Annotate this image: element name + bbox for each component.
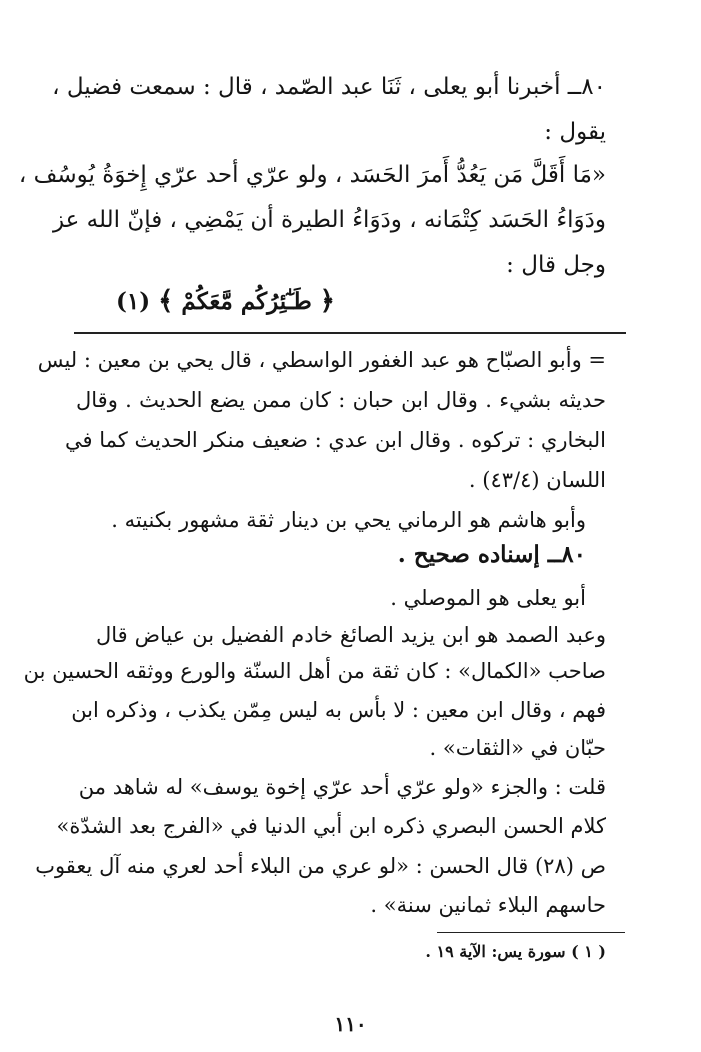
- footnote: ( ١ ) سورة يس: الآية ١٩ .: [425, 942, 606, 961]
- note-line-5: وأبو هاشم هو الرماني يحي بن دينار ثقة مشهور بكنيته .: [111, 508, 586, 532]
- footnote-divider: [437, 932, 625, 933]
- note-line-7: أبو يعلى هو الموصلي .: [390, 586, 586, 610]
- hadith-line-5: وجل قال :: [506, 252, 606, 278]
- note-line-12: قلت : والجزء «ولو عرّي أحد عرّي إخوة يوسف» له شاهد من: [78, 775, 606, 799]
- note-line-3: البخاري : تركوه . وقال ابن عدي : ضعيف منكر الحديث كما في: [65, 428, 606, 452]
- note-line-11: حبّان في «الثقات» .: [429, 736, 606, 760]
- note-line-2: حديثه بشيء . وقال ابن حبان : كان ممن يضع الحديث . وقال: [76, 388, 606, 412]
- note-line-13: كلام الحسن البصري ذكره ابن أبي الدنيا في «الفرج بعد الشدّة»: [56, 814, 606, 838]
- hadith-line-1: ٨٠ــ أخبرنا أبو يعلى ، ثَنَا عبد الصّمد ، قال : سمعت فضيل ،: [52, 74, 606, 100]
- note-line-4: اللسان (٤٣/٤) .: [468, 468, 606, 492]
- hadith-line-3: «مَا أَقَلَّ مَن يَعُدُّ أَمرَ الحَسَد ، ولو عرّي أحد عرّي إِخوَةُ يُوسُف ،: [18, 162, 606, 188]
- note-line-1: = وأبو الصبّاح هو عبد الغفور الواسطي ، قال يحي بن معين : ليس: [37, 348, 606, 372]
- page-number: ١١٠: [334, 1012, 367, 1036]
- footnote-reference: (١): [116, 288, 151, 315]
- quran-verse: [116, 286, 335, 316]
- note-line-15: حاسهم البلاء ثمانين سنة» .: [370, 893, 606, 917]
- main-divider: [74, 332, 626, 334]
- quran-verse-line: [76, 286, 606, 322]
- verse-text: طَـٰٓئِرُكُم مَّعَكُمْ: [181, 288, 312, 315]
- note-line-10: فهم ، وقال ابن معين : لا بأس به ليس مِمّن يكذب ، وذكره ابن: [71, 698, 606, 722]
- note-line-9: صاحب «الكمال» : كان ثقة من أهل السنّة والورع ووثقه الحسين بن: [23, 659, 606, 683]
- note-line-8: وعبد الصمد هو ابن يزيد الصائغ خادم الفضيل بن عياض قال: [96, 623, 606, 647]
- note-line-14: ص (٢٨) قال الحسن : «لو عري من البلاء أحد لعري منه آل يعقوب: [35, 854, 606, 878]
- hadith-line-4: ودَوَاءُ الحَسَد كِتْمَانه ، ودَوَاءُ الطيرة أن يَمْضِي ، فإنّ الله عز: [52, 207, 606, 233]
- verse-close-bracket: ﴾: [158, 286, 174, 316]
- takhrij-heading: ٨٠ــ إسناده صحيح .: [397, 541, 586, 568]
- hadith-line-2: يقول :: [544, 119, 606, 145]
- verse-open-bracket: ﴿: [319, 286, 336, 316]
